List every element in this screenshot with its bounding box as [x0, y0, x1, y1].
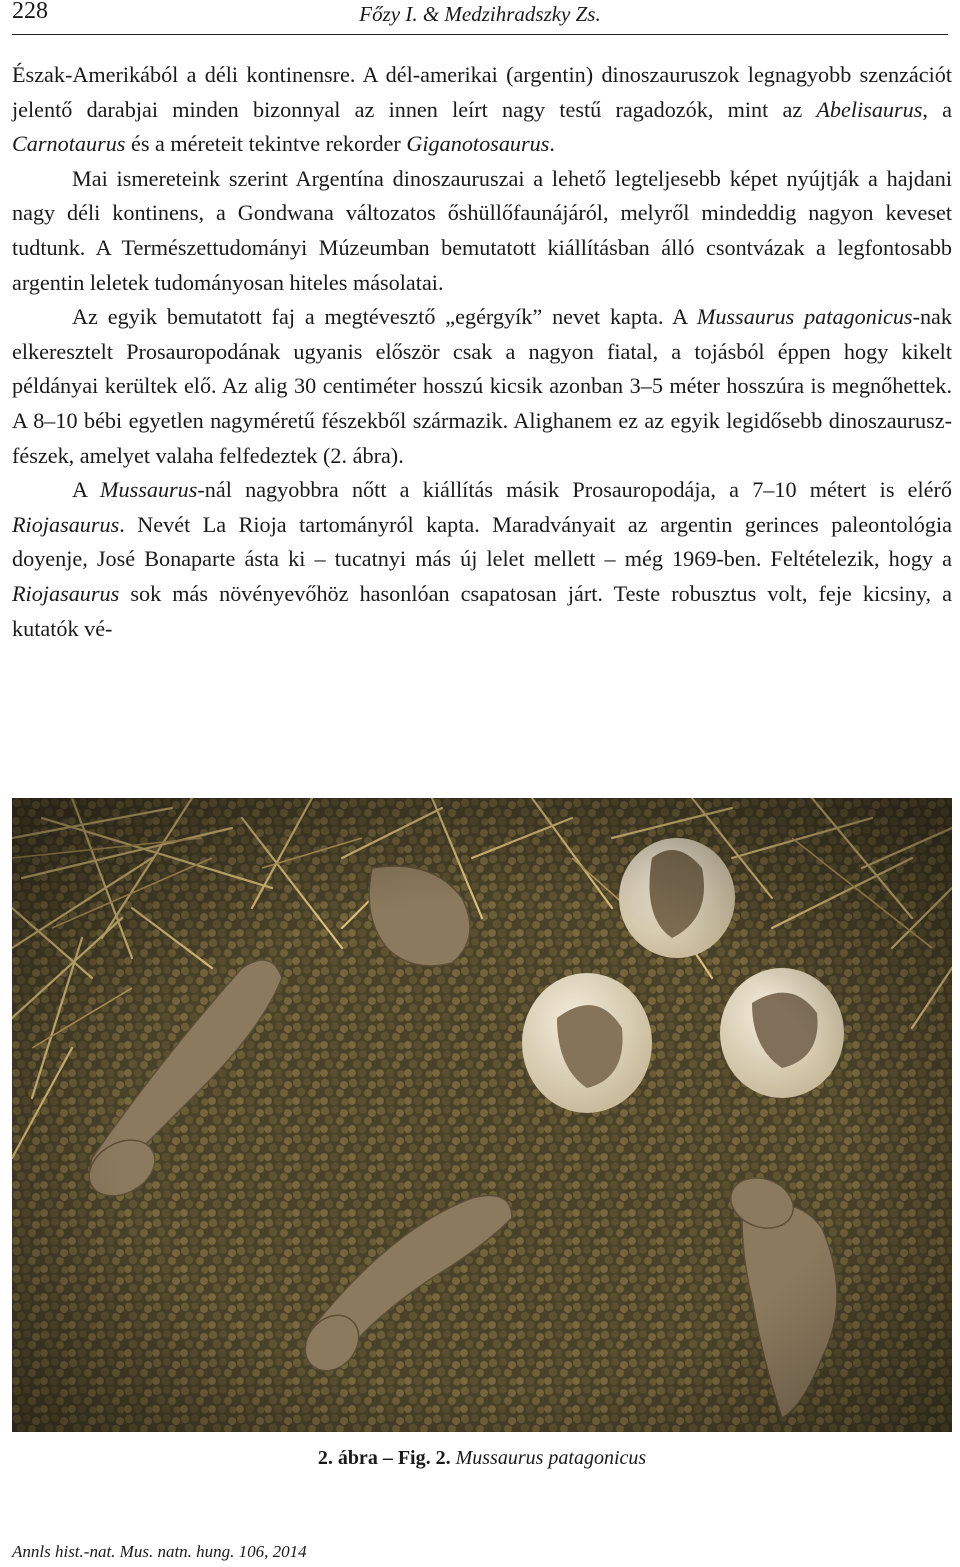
taxon-riojasaurus: Riojasaurus	[12, 580, 120, 606]
paragraph-4-text: . Nevét La Rioja tartományról kapta. Maradványait az argentin gerinces paleontológia doyenje, José Bonaparte ásta ki – tucatnyi más új lelet mellett – még 1969-ben. Feltételezik, hogy a	[12, 511, 952, 572]
photo-vignette	[12, 798, 952, 1432]
paragraph-1	[12, 58, 952, 162]
figure-label: 2. ábra – Fig. 2.	[317, 1447, 451, 1469]
taxon-carnotaurus: Carnotaurus	[12, 131, 126, 157]
paragraph-4	[12, 473, 952, 646]
paragraph-3	[12, 300, 952, 473]
journal-citation: Annls hist.-nat. Mus. natn. hung. 106, 2014	[12, 1542, 307, 1561]
paragraph-4-text: A	[72, 477, 101, 503]
article-body	[12, 58, 952, 646]
paragraph-3-text: Az egyik bemutatott faj a megtévesztő „egérgyík” nevet kapta. A	[72, 304, 697, 330]
taxon-mussaurus: Mussaurus	[100, 477, 198, 503]
paragraph-1-text: Észak-Amerikából a déli kontinensre. A dél-amerikai (argentin) dinoszauruszok legnagyobb szenzációt jelentő darabjai minden bizonnyal az innen leírt nagy testű ragadozók, mint az	[12, 62, 952, 122]
taxon-giganotosaurus: Giganotosaurus	[406, 131, 550, 157]
paragraph-4-text: -nál nagyobbra nőtt a kiállítás másik Prosauropodája, a 7–10 métert is elérő	[197, 477, 952, 503]
running-title: Főzy I. & Medzihradszky Zs.	[359, 2, 601, 26]
taxon-riojasaurus: Riojasaurus	[12, 511, 120, 537]
page-number: 228	[12, 0, 48, 24]
figure-caption	[12, 1447, 952, 1470]
paragraph-1-text: , a	[922, 96, 952, 122]
paragraph-4-text: sok más növényevőhöz hasonlóan csapatosan járt. Teste robusztus volt, feje kicsiny, a kutatók vé-	[12, 580, 952, 641]
page-header	[12, 0, 948, 35]
hatchling-nest-photo	[12, 798, 952, 1432]
paragraph-3-text: -nak elkeresztelt Prosauropodának ugyanis először csak a nagyon fiatal, a tojásból éppen hogy kikelt példányai kerültek elő. Az alig 30 centiméter hosszú kicsik azonban 3–5 méter hosszúra is megnőhettek. A 8–10 bébi egyetlen nagyméretű fészekből származik. Alighanem ez az egyik legidősebb dinoszaurusz-fészek, amelyet valaha felfedeztek (2. ábra).	[12, 304, 952, 468]
paragraph-2: Mai ismereteink szerint Argentína dinoszauruszai a lehető legteljesebb képet nyújtják a hajdani nagy déli kontinens, a Gondwana változatos őshüllőfaunájáról, melyről mindeddig nagyon keveset tudtunk. A Természettudományi Múzeumban bemutatott kiállításban álló csontvázak a legfontosabb argentin leletek tudományosan hiteles másolatai.	[12, 165, 952, 295]
figure-photo	[12, 798, 952, 1432]
paragraph-1-text: és a méreteit tekintve rekorder	[125, 131, 407, 157]
paragraph-1-text: .	[549, 131, 555, 157]
taxon-abelisaurus: Abelisaurus	[816, 96, 923, 122]
figure-species: Mussaurus patagonicus	[455, 1447, 647, 1469]
taxon-mussaurus-patagonicus: Mussaurus patagonicus	[696, 304, 913, 330]
